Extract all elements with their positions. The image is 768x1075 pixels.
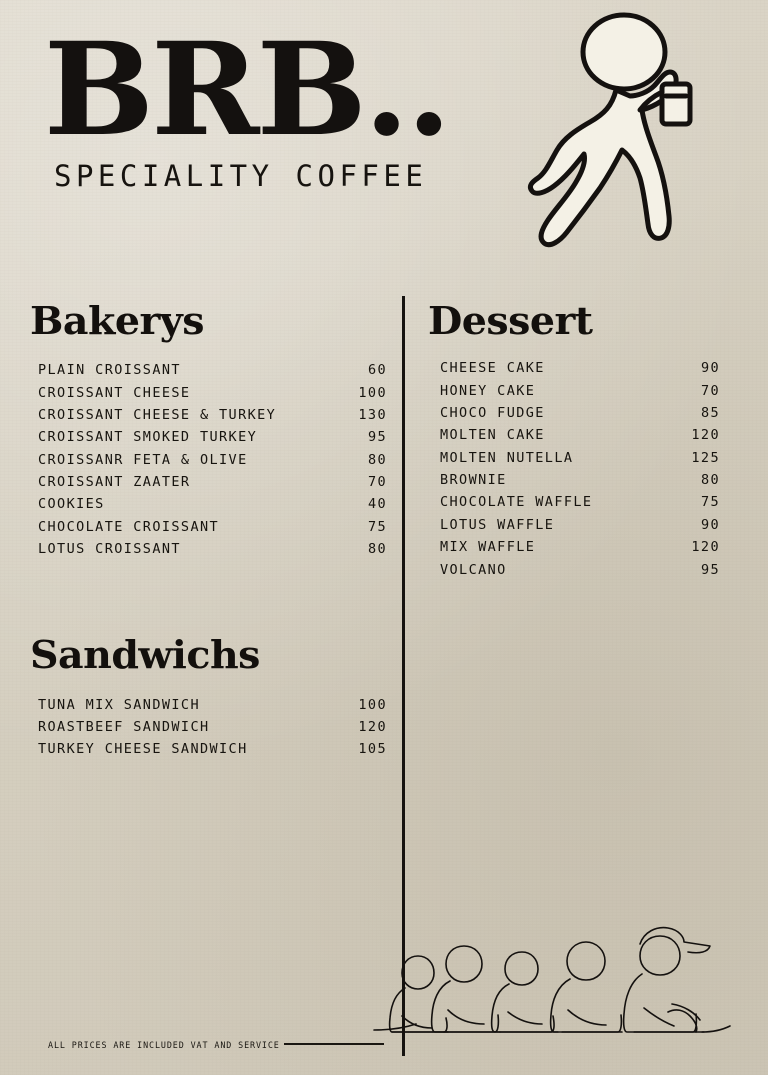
item-name: PLAIN CROISSANT bbox=[38, 362, 181, 379]
list-item bbox=[428, 402, 738, 424]
item-name: TURKEY CHEESE SANDWICH bbox=[38, 741, 248, 758]
item-price: 120 bbox=[691, 427, 720, 444]
item-name: CHOCO FUDGE bbox=[440, 404, 545, 421]
left-column bbox=[30, 298, 395, 761]
item-name: LOTUS WAFFLE bbox=[440, 516, 555, 533]
list-item bbox=[428, 514, 738, 536]
item-price: 80 bbox=[367, 451, 387, 468]
brand-block bbox=[43, 15, 468, 193]
list-item bbox=[30, 381, 395, 403]
item-name: MIX WAFFLE bbox=[440, 539, 536, 556]
item-name: ROASTBEEF SANDWICH bbox=[38, 718, 210, 735]
item-name: CROISSANT CHEESE & TURKEY bbox=[38, 406, 277, 423]
seated-people-group-icon bbox=[372, 908, 732, 1053]
item-name: TUNA MIX SANDWICH bbox=[38, 696, 200, 713]
item-price: 40 bbox=[367, 496, 387, 513]
item-name: COOKIES bbox=[38, 496, 105, 513]
running-person-with-coffee-icon bbox=[520, 10, 710, 295]
item-name: CROISSANT SMOKED TURKEY bbox=[38, 429, 258, 446]
bakery-item-list bbox=[30, 359, 395, 560]
item-price: 70 bbox=[700, 382, 720, 399]
item-name: HONEY CAKE bbox=[440, 382, 536, 399]
list-item bbox=[30, 471, 395, 493]
item-price: 125 bbox=[691, 449, 720, 466]
item-price: 95 bbox=[367, 429, 387, 446]
list-item bbox=[428, 424, 738, 446]
item-price: 75 bbox=[367, 518, 387, 535]
item-price: 130 bbox=[358, 406, 387, 423]
list-item bbox=[30, 493, 395, 515]
item-price: 75 bbox=[700, 494, 720, 511]
list-item bbox=[30, 359, 395, 381]
item-price: 60 bbox=[367, 362, 387, 379]
list-item bbox=[30, 693, 395, 715]
list-item bbox=[428, 558, 738, 580]
footnote-rule bbox=[284, 1043, 384, 1045]
section-bakery bbox=[30, 298, 395, 560]
item-name: CROISSANR FETA & OLIVE bbox=[38, 451, 248, 468]
list-item bbox=[30, 738, 395, 760]
list-item bbox=[428, 491, 738, 513]
footnote-text: ALL PRICES ARE INCLUDED VAT AND SERVICE bbox=[48, 1040, 280, 1050]
item-name: BROWNIE bbox=[440, 472, 507, 489]
list-item bbox=[30, 516, 395, 538]
item-price: 95 bbox=[700, 561, 720, 578]
item-price: 85 bbox=[700, 404, 720, 421]
item-price: 70 bbox=[367, 474, 387, 491]
sandwichs-item-list bbox=[30, 693, 395, 760]
item-name: MOLTEN NUTELLA bbox=[440, 449, 574, 466]
section-title-sandwichs: Sandwichs bbox=[30, 632, 260, 678]
list-item bbox=[30, 716, 395, 738]
list-item bbox=[428, 357, 738, 379]
right-column bbox=[428, 298, 738, 581]
item-name: CHEESE CAKE bbox=[440, 360, 545, 377]
page-title: BRB.. bbox=[43, 15, 449, 165]
item-name: VOLCANO bbox=[440, 561, 507, 578]
item-price: 80 bbox=[700, 472, 720, 489]
list-item bbox=[30, 449, 395, 471]
item-price: 80 bbox=[367, 541, 387, 558]
list-item bbox=[30, 426, 395, 448]
section-title-dessert: Dessert bbox=[428, 298, 593, 343]
item-price: 90 bbox=[700, 516, 720, 533]
item-price: 105 bbox=[358, 741, 387, 758]
item-name: MOLTEN CAKE bbox=[440, 427, 545, 444]
item-price: 120 bbox=[358, 718, 387, 735]
section-title-bakery: Bakerys bbox=[30, 298, 204, 343]
item-price: 90 bbox=[700, 360, 720, 377]
item-price: 100 bbox=[358, 384, 387, 401]
section-dessert bbox=[428, 298, 738, 581]
list-item bbox=[30, 404, 395, 426]
list-item bbox=[30, 538, 395, 560]
item-name: CHOCOLATE WAFFLE bbox=[440, 494, 593, 511]
item-name: CROISSANT ZAATER bbox=[38, 474, 191, 491]
brand-subtitle: SPECIALITY COFFEE bbox=[54, 158, 428, 193]
item-price: 100 bbox=[358, 696, 387, 713]
list-item bbox=[428, 447, 738, 469]
item-price: 120 bbox=[691, 539, 720, 556]
list-item bbox=[428, 469, 738, 491]
list-item bbox=[428, 536, 738, 558]
item-name: CROISSANT CHEESE bbox=[38, 384, 191, 401]
dessert-item-list bbox=[428, 357, 738, 581]
item-name: CHOCOLATE CROISSANT bbox=[38, 518, 220, 535]
section-sandwichs bbox=[30, 632, 395, 760]
item-name: LOTUS CROISSANT bbox=[38, 541, 181, 558]
list-item bbox=[428, 379, 738, 401]
